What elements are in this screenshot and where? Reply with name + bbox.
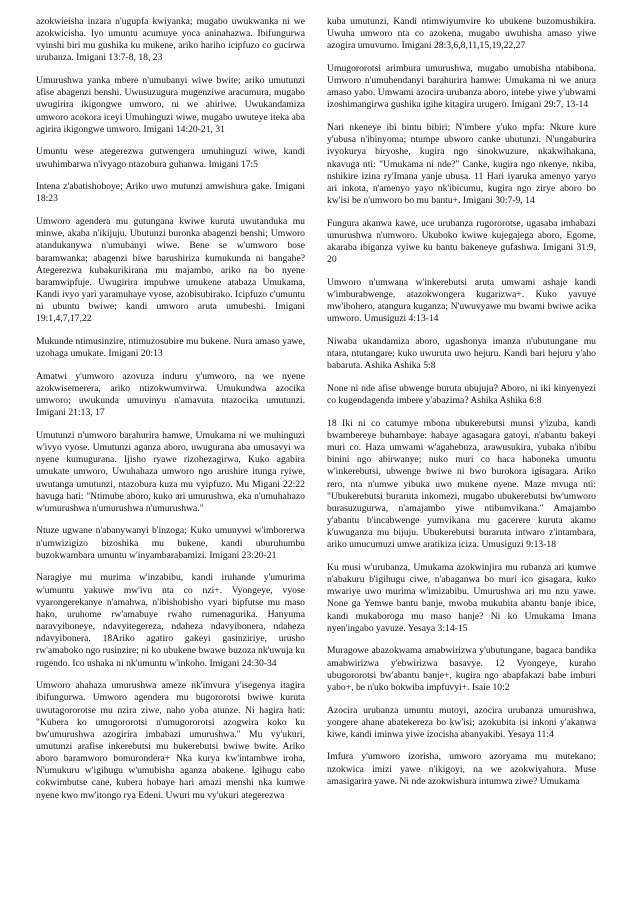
paragraph: Umworo n'umwana w'inkerebutsi aruta umwami ashaje kandi w'imburabwenge, atazokwongera kugarizwa+. Kuko yavuye mw'ibohero, atangura kuganza; N'uwuvyawe mu bwami bwiwe acika umworo. Umusiguzi 4:13-14 [327,276,596,325]
paragraph: 18 Iki ni co catumye mbona ubukerebutsi munsi y'izuba, kandi bwambereye buhambaye: habaye agasagara gatoyi, n'abantu bakeyi muri co. Haza umwami w'agahebuza, arawusukira, yubaka n'ibibu binini ngo abirwanye; nuko muri co haca haboneka umuntu w'inkerebutsi, ubwenge bwiwe ni bwo burokora igisagara. Ariko rero, nta n'umwe yibuka uwo mukene nyene. Maze mvuga nti: "Ubukerebutsi buraruta inkomezi, mugabo ubukerebutsi bw'umworo burasuzugurwa, n'amajambo yiwe ntibumvikana." Amajambo y'abantu b'incabwenge yumvikana mu gacerere kuruta akamo k'uwuganza mu bijuju. Ubukerebutsi buraruta intwaro z'intambara, ariko umucumuzi umwe aratikiza iciza. Umusiguzi 9:13-18 [327,417,596,551]
paragraph: Umurushwa yanka mbere n'umubanyi wiwe bwite; ariko umutunzi afise abagenzi benshi. Uwusuzugura mugenziwe aracumura, mugabo uwugirira ikigongwe umworo, ni we ahiriwe. Uwukandamiza umworo acokora iceyi Umuhinguzi wiwe, mugabo uwuteye iteka aba agirira ikigongwe umworo. Imigani 14:20-21, 31 [36,75,305,135]
paragraph: Umugororotsi arimbura umurushwa, mugabo umubisha ntabibona. Umworo n'umuhendanyi barahurira hamwe: Umukama ni we anura amaso yabo. Umwami azocira urubanza aboro, intebe yiwe y'ubwami izoshimangirwa gushika igihe kitagira urugero. Imigani 29:7, 13-14 [327,62,596,111]
paragraph: Imfura y'umworo izorisha, umworo azoryama mu mutekano; nzokwica imizi yawe n'ikigoyi, na we azokwiyahura. Muse amasigarira yawe. Ni nde azokwishura intumwa ziwe? Umukama [327,751,596,787]
right-column [327,16,596,902]
paragraph: Ku musi w'urubanza, Umukama azokwinjira mu rubanza ari kumwe n'abakuru b'igihugu ciwe, n'abaganwa bo muri ico gisagara, kuko mwariye uwo murima w'imizabibu. Umurushwa ari mu nzu yawe. None ga Yemwe bantu banje, mwoba mukubita abantu banje ibice, kandi mukaboroga mu maso hanje? Ni ko Umukama Imana nyen'ingabo yavuze. Yesaya 3:14-15 [327,561,596,634]
paragraph: Umuntu wese ategerezwa gutwengera umuhinguzi wiwe, kandi uwuhimbarwa n'ivyago ntazobura guhanwa. Imigani 17:5 [36,146,305,170]
paragraph: azokwieisha inzara n'ugupfa kwiyanka; mugabo uwukwanka ni we azokwicisha. Iyo umuntu acumuye yoca aninahazwa. Ibifungurwa vyinshi biri mu gushika ku mukene, ariko hariho icipfuzo co gucirwa urubanza. Imigani 13:7-8, 18, 23 [36,16,305,64]
paragraph: Umworo agendera mu gutungana kwiwe kuruta uwutanduka mu minwe, akaba n'ikijuju. Ubutunzi buronka abagenzi benshi; Umworo atandukanywa n'umubanyi wiwe. Bene se w'umworo bose baramwanka; abagenzi biwe barushiriza kumukunda ni bangahe? Ategerezwa kubakurikirana mu majambo, ariko na bo nyene baramwipfuje. Uwugirira impuhwe umukene atabaza Umukama, Kandi ivyo yari yaramuhaye vyose, azobisubirako. Icipfuzo c'umuntu ni ubuntu bwiwe; kandi umworo aruta umubeshi. Imigani 19:1,4,7,17,22 [36,216,305,325]
paragraph: Mukunde ntimusinzire, ntimuzosubire mu bukene. Nura amaso yawe, uzohaga umukate. Imigani 20:13 [36,335,305,360]
paragraph: Amatwi y'umworo azovuza induru y'umworo, na we nyene azokwisemerera, ariko ntizokwumvirwa. Umukundwa azocika umworo; uwukunda umuvinyu n'amavuta ntazocika umutunzi. Imigani 21:13, 17 [36,370,305,419]
left-column [36,16,305,902]
paragraph: Umworo ahahaza umurushwa ameze nk'imvura y'isegenya itagira ibifungurwa. Umworo agendera mu bugororotsi bwiwe kuruta uwutagororotse mu nzira ziwe, naho yoba atunze. Ni hagira hati: "Kubera ko umugororotsi n'umugororotsi azogwira koko ku bw'umurushwa azogirira imbabazi umurushwa." Mu vy'ukuri, umutunzi arafise inkerebutsi mu bukerebutsi bwiwe bwite. Ariko aboro baramworo bomurondera+ Nka kurya kw'intambwe iroha, N'umukuru w'igihugu w'umubisha aganza abakene. Igihugu cabo cokwimbutse cane, kubera hobaye hari amazi menshi nka kumwe nyene kwo mw'itongo rya Edeni. Uwuri mu vy'ukuri ategerezwa [36,680,305,801]
paragraph: Muragowe abazokwama amabwirizwa y'ubutungane, bagaca bandika amabwirizwa y'ebwirizwa basavye. 12 Vyongeye, kuraho ubugororotsi bw'abantu banje+, kugira ngo abapfakazi babe imburi yabo+, be n'uko bokwiba impfuvyi+. Isaie 10:2 [327,645,596,693]
paragraph: None ni nde afise ubwenge buruta ubujuju? Aboro, ni iki kinyenyezi co kugendagenda imbere y'abazima? Ashika Ashika 6:8 [327,382,596,407]
paragraph: Fungura akanwa kawe, uce urubanza rugororotse, ugasaba imbabazi umurushwa n'umworo. Ukuboko kwiwe kujegajega aboro, Egome, akaraba ibiganza vyiwe ku bantu bakeneye gufashwa. Imigani 31:9, 20 [327,217,596,266]
paragraph: Ntuze ugwane n'abanywanyi b'inzoga; Kuko umunywi w'imborerwa n'umwizigizo bizoshika mu bukene, kandi uburuhumbu buzokwambara umuntu w'inyambarabamizi. Imigani 23:20-21 [36,525,305,561]
paragraph: kuba umutunzi, Kandi ntimwiyumvire ko ubukene buzomushikira. Uwuha umworo nta co azokena, mugabo uwuhisha amaso yiwe azogira umuvumo. Imigani 28:3,6,8,11,15,19,22,27 [327,16,596,52]
paragraph: Umutunzi n'umworo barahurira hamwe, Umukama ni we muhinguzi w'ivyo vyose. Umutunzi aganza aboro, uwugurana aba umusavyi wa nyene kumugurana. Ijisho ryawe rizohezagirwa, Kuko agabira umukate umworo, Uwuhahaza umworo ngo arushire itunga ryiwe, uwutanga umutunzi, ntazobura kuza mu vyipfuzo. Mu Migani 22:22 havuga hati: "Ntimube aboro, kuko ari umurushwa, eka n'umuhahazo w'umurushwa n'umurushwa n'umurushwa." [36,429,305,514]
paragraph: Intena z'abatishoboye; Ariko uwo mutunzi amwishura gake. Imigani 18:23 [36,181,305,205]
paragraph: Naragiye mu murima w'inzabibu, kandi iruhande y'umurima w'umuntu yakuwe mw'ivu nta co nzi+. Vyongeye, vyose vyarongerekanye n'amahwa, n'ibishobisho vyari bipfutse mu maso hako, uruhome rw'amabuye rwaho rumenagurika. Hanyuma naravyiboneye, ndavyitegereza, ndaheza ndavyibonera, ndaheza ndavyibonera. 18Ariko agatiro gakeyi gasinziriye, urusho rw'amaboko ngo rusinzire; ni ko ubukene bwawe buzoza nk'uwuja ku rugendo. Ico ushaka ni nk'umuntu w'inkoho. Imigani 24:30-34 [36,572,305,669]
paragraph: Azocira urubanza umuntu mutoyi, azocira urubanza umurushwa, yongere ahane abatekereza bo kw'isi; azokubita isi inkoni y'akanwa kiwe, kandi iminwa yiwe izocisha abanyakibi. Yesaya 11:4 [327,704,596,740]
paragraph: Niwaba ukandamiza aboro, ugashonya imanza n'ubutungane mu ntara, ntutangare; kuko uwuruta uwo hejuru. Kandi bari hejuru y'aho babaruta. Ashika Ashika 5:8 [327,335,596,372]
paragraph: Nari nkeneye ibi bintu bibiri; N'imbere y'uko mpfa: Nkure kure y'ubusa n'ibinyoma; ntumpe ubworo canke ubutunzi. N'ungaburira ivyokurya biryoshe, kugira ngo sinokwuzure, nkakwihakana, nkavuga nti: "Umukama ni nde?" Canke, kugira ngo nkenye, nkiba, nshikire izina ry'Imana yanje ubusa. 11 Hari iyaruka amenyo yaryo ari inkota, n'amenyo yayo nk'ibicumu, kugira ngo zirye aboro bo kw'isi be n'umworo bo mu bantu+. Imigani 30:7-9, 14 [327,122,596,207]
